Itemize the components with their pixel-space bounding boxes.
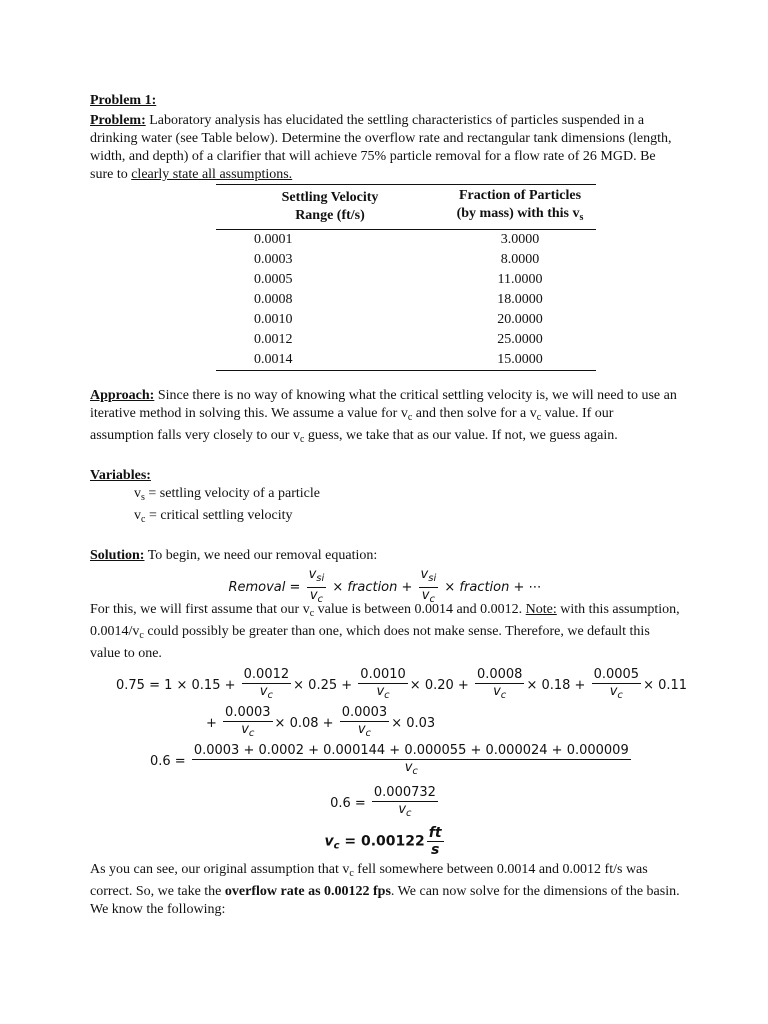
problem-text: Laboratory analysis has elucidated the settling characteristics of particles suspended in a drinking water (see Table below). Determine the overflow rate and rectangular tank dimensions (length, width, and depth) of a clarifier that will achieve 75% particle removal for a flow rate of 26 MGD. Be sure to	[90, 113, 672, 182]
fraction	[592, 667, 642, 704]
approach-text-1: Since there is no way of knowing what the critical settling velocity is, we will need to use an iterative method in solving this. We assume a value for v	[90, 388, 677, 421]
frac-den-sub: c	[248, 728, 255, 739]
note-label: Note:	[525, 602, 557, 617]
frac-num: v	[420, 567, 429, 582]
frac-den: v	[404, 760, 413, 775]
eq1-start: 0.75 = 1 × 0.15 +	[116, 678, 236, 693]
fraction-cell: 11.0000	[497, 272, 543, 287]
col1-line1: Settling Velocity	[281, 190, 379, 205]
para3-1: As you can see, our original assumption that v	[90, 862, 350, 877]
fraction	[223, 705, 273, 742]
removal-mid: × fraction +	[332, 580, 413, 595]
frac-den-sub: c	[429, 594, 435, 605]
fraction	[358, 667, 408, 704]
fraction	[475, 667, 525, 704]
table-row	[216, 310, 596, 330]
col1-line2: Range (ft/s)	[295, 208, 365, 223]
table-row	[216, 290, 596, 310]
frac-den-var: v	[357, 722, 366, 737]
variables-label: Variables:	[90, 468, 151, 483]
frac-den-sub: c	[617, 690, 623, 701]
eq4-num: 0.000732	[373, 785, 436, 800]
equation-line-3	[150, 743, 680, 785]
eq3-lhs: 0.6 =	[150, 754, 186, 769]
document-page	[90, 92, 688, 919]
sub-c: c	[299, 434, 305, 445]
frac-num-sub: si	[316, 573, 325, 584]
fraction	[192, 743, 631, 780]
approach-text-2: and then solve for a v	[412, 406, 537, 421]
frac-multiplier: × 0.20 +	[409, 678, 469, 693]
frac-den-sub: c	[384, 690, 390, 701]
table-header	[216, 185, 596, 230]
frac-den	[608, 684, 625, 704]
fraction	[372, 785, 438, 822]
para2-4: could possibly be greater than one, which does not make sense. Therefore, we default this value to one.	[90, 624, 650, 661]
frac-num: 0.0003	[341, 705, 388, 720]
para3-3: . We can now solve for the dimensions of the basin. We know the following:	[90, 884, 680, 917]
fraction-cell: 3.0000	[500, 232, 540, 247]
sub-c: c	[536, 412, 542, 423]
unit-num: ft	[428, 825, 442, 841]
frac-num-sub: si	[428, 573, 437, 584]
frac-den	[374, 684, 391, 704]
eq5-value: = 0.00122	[339, 833, 425, 850]
table-row	[216, 230, 596, 251]
approach-label: Approach:	[90, 388, 155, 403]
unit-den: s	[430, 842, 440, 858]
variables-heading	[90, 467, 680, 485]
frac-den-sub: c	[500, 690, 507, 701]
equation-result	[90, 825, 680, 861]
col2-line2: (by mass) with this v	[456, 206, 580, 221]
fraction-cell: 8.0000	[500, 252, 540, 267]
variable-vs: $v_s$ = settling velocity of a particle	[134, 486, 320, 503]
problem-underlined: clearly state all assumptions.	[131, 167, 293, 182]
sub-c: c	[139, 630, 144, 641]
frac-num: 0.0003	[225, 705, 271, 720]
variable-vc: $v_c$ = critical settling velocity	[134, 508, 293, 525]
removal-tail: × fraction + ⋯	[444, 580, 542, 595]
fraction-cell: 18.0000	[497, 292, 543, 307]
col-header-velocity	[216, 185, 444, 230]
velocity-cell: 0.0005	[254, 272, 293, 287]
approach-text-3: value. If our assumption falls very closely to our v	[90, 406, 614, 443]
frac-den-sub: c	[412, 766, 418, 777]
equation-line-4	[90, 785, 680, 825]
sub-c: c	[141, 514, 146, 525]
equation-line-2	[206, 705, 680, 743]
frac-num: v	[308, 567, 317, 582]
frac-den	[356, 722, 373, 742]
approach-paragraph	[90, 387, 680, 449]
frac-multiplier: × 0.18 +	[526, 678, 586, 693]
fraction	[340, 705, 390, 742]
frac-den	[239, 722, 256, 742]
para2-1: For this, we will first assume that our v	[90, 602, 310, 617]
frac-num: 0.0008	[476, 667, 523, 682]
equation-line-1	[116, 667, 688, 705]
fraction-cell: 15.0000	[497, 352, 543, 367]
frac-multiplier: × 0.25 +	[293, 678, 353, 693]
frac-den: v	[398, 802, 407, 817]
para3-2: fell somewhere between 0.0014 and 0.0012 ft/s was correct. So, we take the	[90, 862, 648, 899]
para3-bold: overflow rate as 0.00122 fps	[224, 884, 391, 899]
table-row	[216, 350, 596, 371]
frac-den-sub: c	[365, 728, 372, 739]
table-row	[216, 270, 596, 290]
velocity-cell: 0.0008	[254, 292, 293, 307]
frac-den-var: v	[259, 684, 268, 699]
frac-den	[491, 684, 508, 704]
settling-table	[216, 184, 596, 371]
solution-label: Solution:	[90, 548, 145, 563]
frac-multiplier: × 0.11	[643, 678, 688, 693]
sub-c: c	[309, 608, 315, 619]
frac-num: 0.0010	[360, 667, 406, 682]
assumption-paragraph	[90, 601, 680, 663]
velocity-cell: 0.0001	[254, 232, 293, 247]
eq3-num: 0.0003 + 0.0002 + 0.000144 + 0.000055 + 0.000024 + 0.000009	[193, 743, 629, 758]
sub-c: c	[349, 868, 354, 879]
eq5-lhs: v	[324, 833, 334, 850]
eq5-lhs-sub: c	[333, 840, 340, 852]
eq4-lhs: 0.6 =	[330, 796, 366, 811]
fraction-cell: 20.0000	[497, 312, 543, 327]
frac-num: 0.0012	[243, 667, 290, 682]
para2-2: value is between 0.0014 and 0.0012.	[314, 602, 526, 617]
removal-equation	[90, 567, 680, 605]
frac-den-var: v	[376, 684, 385, 699]
frac-den-var: v	[493, 684, 501, 699]
velocity-cell: 0.0012	[254, 332, 293, 347]
problem-statement	[90, 112, 680, 184]
col-header-fraction	[444, 185, 596, 230]
frac-den-var: v	[609, 684, 618, 699]
frac-den-var: v	[241, 722, 249, 737]
col2-sub: s	[579, 212, 584, 223]
col2-line1: Fraction of Particles	[458, 188, 582, 203]
para2-3: with this assumption, 0.0014/v	[90, 602, 680, 639]
problem-heading: Problem 1:	[90, 93, 157, 108]
var1-text: = settling velocity of a particle	[144, 486, 320, 501]
velocity-cell: 0.0010	[254, 312, 293, 327]
table-row	[216, 250, 596, 270]
table-row	[216, 330, 596, 350]
removal-lhs: Removal =	[228, 580, 301, 595]
frac-den-sub: c	[317, 594, 324, 605]
frac-den	[258, 684, 275, 704]
frac-multiplier: × 0.08 +	[274, 716, 334, 731]
solution-text: To begin, we need our removal equation:	[144, 548, 378, 563]
frac-den-sub: c	[406, 808, 412, 819]
sub-c: c	[407, 412, 413, 423]
velocity-cell: 0.0014	[254, 352, 293, 367]
fraction-cell: 25.0000	[497, 332, 543, 347]
var2-text: = critical settling velocity	[145, 508, 293, 523]
fraction	[427, 825, 444, 858]
solution-paragraph	[90, 547, 680, 565]
velocity-cell: 0.0003	[254, 252, 293, 267]
frac-den: v	[421, 588, 430, 603]
approach-text-4: guess, we take that as our value. If not, we guess again.	[304, 428, 618, 443]
fraction	[242, 667, 292, 704]
frac-den-sub: c	[267, 690, 273, 701]
frac-den: v	[309, 588, 318, 603]
eq2-plus: +	[206, 716, 217, 731]
frac-num: 0.0005	[593, 667, 640, 682]
conclusion-paragraph	[90, 861, 680, 919]
problem-label: Problem:	[90, 113, 146, 128]
frac-multiplier: × 0.03	[391, 716, 436, 731]
sub-s: s	[141, 492, 145, 503]
